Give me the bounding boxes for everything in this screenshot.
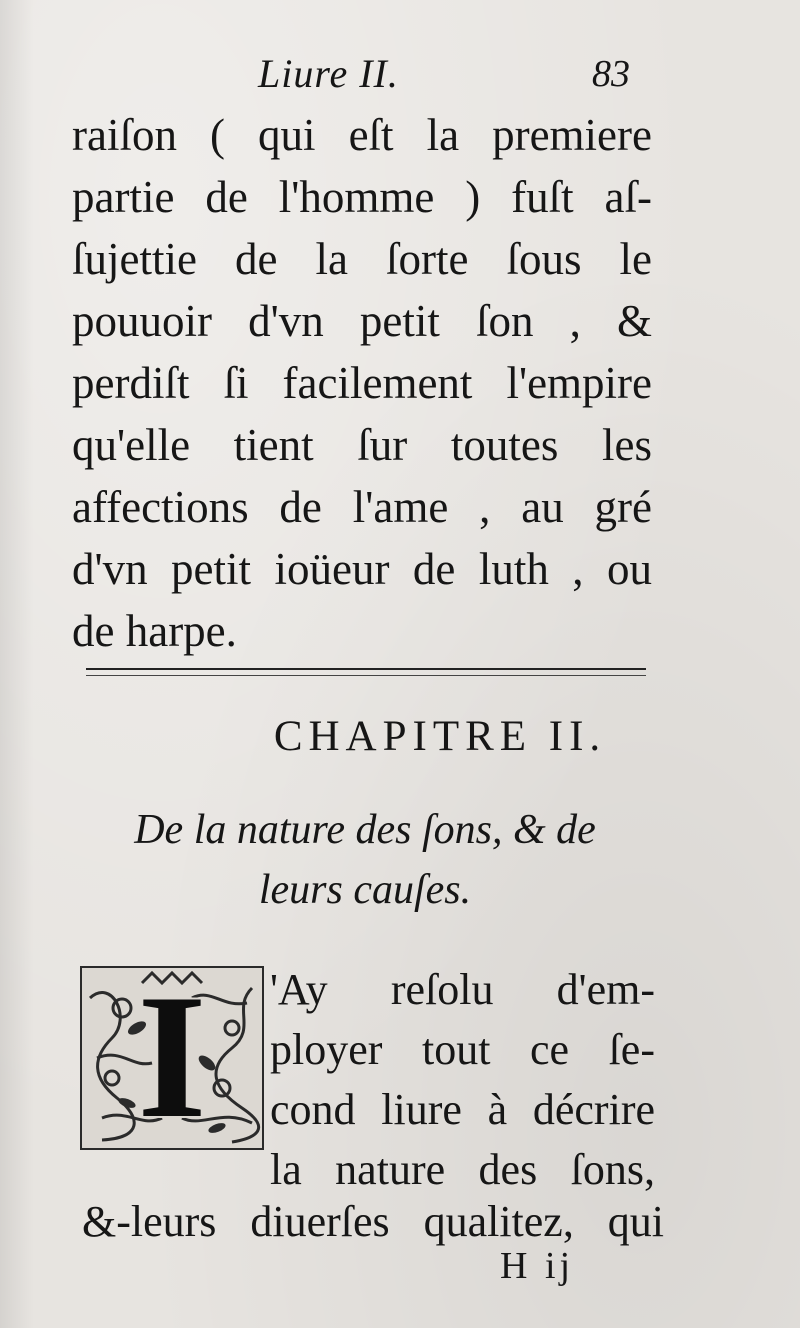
text-line: de harpe. bbox=[72, 606, 237, 656]
decorated-initial bbox=[80, 966, 264, 1150]
text-line: 'Ay reſolu d'em- bbox=[270, 965, 655, 1014]
text-line: ſujettie de la ſorte ſous le bbox=[72, 234, 652, 284]
section-divider bbox=[86, 668, 646, 676]
text-line: la nature des ſons, bbox=[270, 1145, 655, 1194]
paragraph-indented bbox=[270, 960, 655, 1200]
text-line: partie de l'homme ) fuſt aſ- bbox=[72, 172, 652, 222]
signature-mark: H ij bbox=[500, 1245, 575, 1287]
subtitle-line: leurs cauſes. bbox=[258, 867, 472, 913]
body-text bbox=[72, 104, 652, 662]
text-line: raiſon ( qui eſt la premiere bbox=[72, 110, 652, 160]
chapter-subtitle bbox=[70, 800, 660, 920]
text-line: qu'elle tient ſur toutes les bbox=[72, 420, 652, 470]
text-line: perdiſt ſi facilement l'empire bbox=[72, 358, 652, 408]
text-line: ployer tout ce ſe- bbox=[270, 1025, 655, 1074]
text-line: d'vn petit ioüeur de luth , ou bbox=[72, 544, 652, 594]
subtitle-line: De la nature des ſons, & de bbox=[134, 807, 596, 853]
text-line: &-leurs diuerſes qualitez, qui bbox=[82, 1197, 664, 1246]
text-line: cond liure à décrire bbox=[270, 1085, 655, 1134]
initial-letter: I bbox=[137, 966, 207, 1150]
running-head-title: Liure II. bbox=[258, 51, 399, 96]
text-line: affections de l'ame , au gré bbox=[72, 482, 652, 532]
page-number: 83 bbox=[592, 53, 630, 95]
paragraph-continuation bbox=[82, 1192, 664, 1252]
running-head bbox=[0, 40, 800, 110]
chapter-heading: CHAPITRE II. bbox=[273, 713, 607, 760]
gutter-shadow bbox=[0, 0, 34, 1328]
text-line: pouuoir d'vn petit ſon , & bbox=[72, 296, 652, 346]
